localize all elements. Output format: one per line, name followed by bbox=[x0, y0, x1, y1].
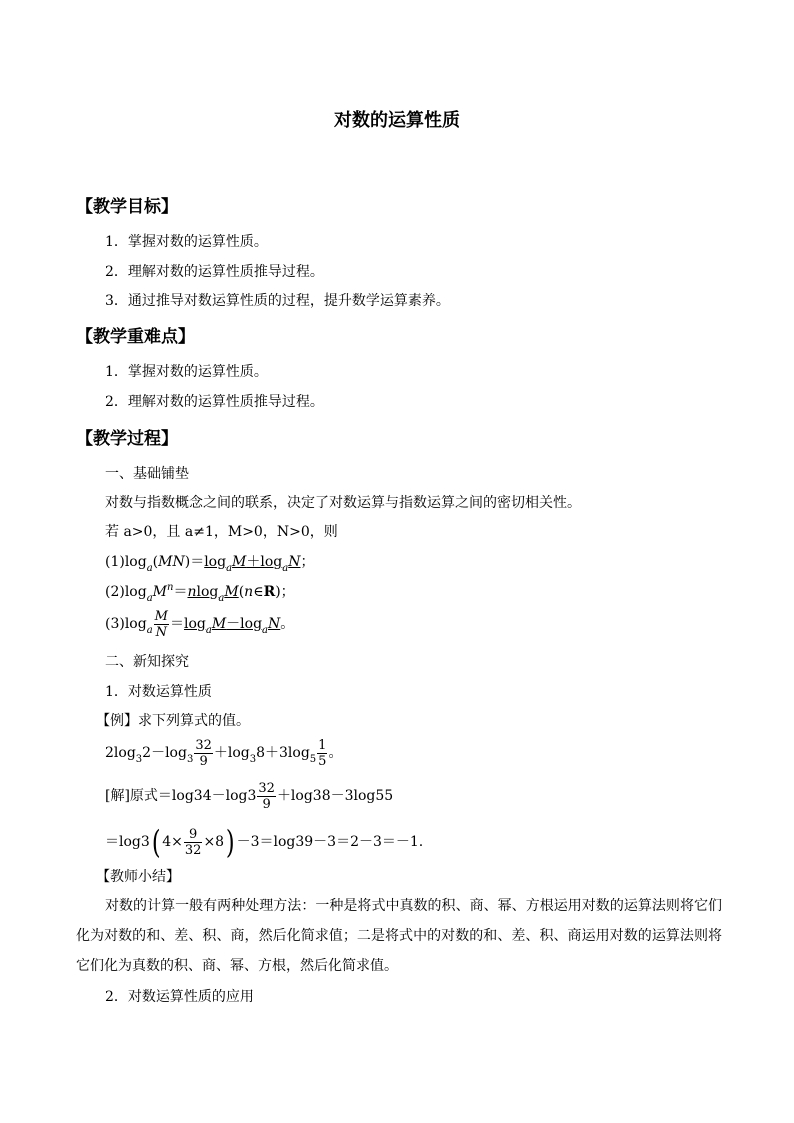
key-point-item: 2．理解对数的运算性质推导过程。 bbox=[105, 394, 324, 410]
example-label: 【例】求下列算式的值。 bbox=[96, 713, 250, 729]
part1-heading: 一、基础铺垫 bbox=[105, 466, 189, 482]
solution-line-1: [解]原式＝log34－log3 $\frac{32}{9}$ ＋log38－3log55 bbox=[105, 780, 394, 812]
page-title: 对数的运算性质 bbox=[334, 110, 460, 131]
summary-text: 对数的计算一般有两种处理方法：一种是将式中真数的积、商、幂、方根运用对数的运算法则将它们化为对数的和、差、积、商，然后化简求值；二是将式中的对数的和、差、积、商运用对数的运算法则将它们化为真数的积、商、幂、方根，然后化简求值。 bbox=[76, 898, 722, 974]
goal-item: 1．掌握对数的运算性质。 bbox=[105, 234, 268, 250]
subheading-properties: 1．对数运算性质 bbox=[105, 684, 212, 700]
goal-item: 3．通过推导对数运算性质的过程，提升数学运算素养。 bbox=[105, 293, 450, 309]
section-heading-goals: 【教学目标】 bbox=[76, 197, 178, 217]
part2-heading: 二、新知探究 bbox=[105, 654, 189, 670]
rule-1: $(1)\log_a(MN)=\log_aM+\log_aN$； bbox=[105, 554, 315, 574]
example-expression: $2\log_32-\log_3$ $\frac{32}{9}$ $+\log_38+3\log_5$ $\frac{1}{5}$ 。 bbox=[105, 737, 343, 769]
section-heading-process: 【教学过程】 bbox=[76, 429, 178, 449]
rule-2: $(2)\log_aM^n=nlog_aM(n\in R)$； bbox=[105, 582, 295, 604]
subheading-applications: 2．对数运算性质的应用 bbox=[105, 989, 254, 1005]
goal-item: 2．理解对数的运算性质推导过程。 bbox=[105, 264, 324, 280]
summary-label: 【教师小结】 bbox=[96, 869, 180, 885]
section-heading-key-points: 【教学重难点】 bbox=[76, 327, 195, 347]
rule-3: $(3)\log_a$ $\frac{M}{N}$ $=\log_aM-\log_aN$。 bbox=[105, 608, 295, 640]
key-point-item: 1．掌握对数的运算性质。 bbox=[105, 364, 268, 380]
conditions-line: 若 a>0，且 a≠1，M>0，N>0，则 bbox=[105, 524, 338, 540]
part1-text: 对数与指数概念之间的联系，决定了对数运算与指数运算之间的密切相关性。 bbox=[105, 495, 581, 511]
solution-line-2: ＝log3( 4× $\frac{9}{32}$ ×8) －3＝log39－3＝2－3＝－1. bbox=[105, 823, 424, 861]
